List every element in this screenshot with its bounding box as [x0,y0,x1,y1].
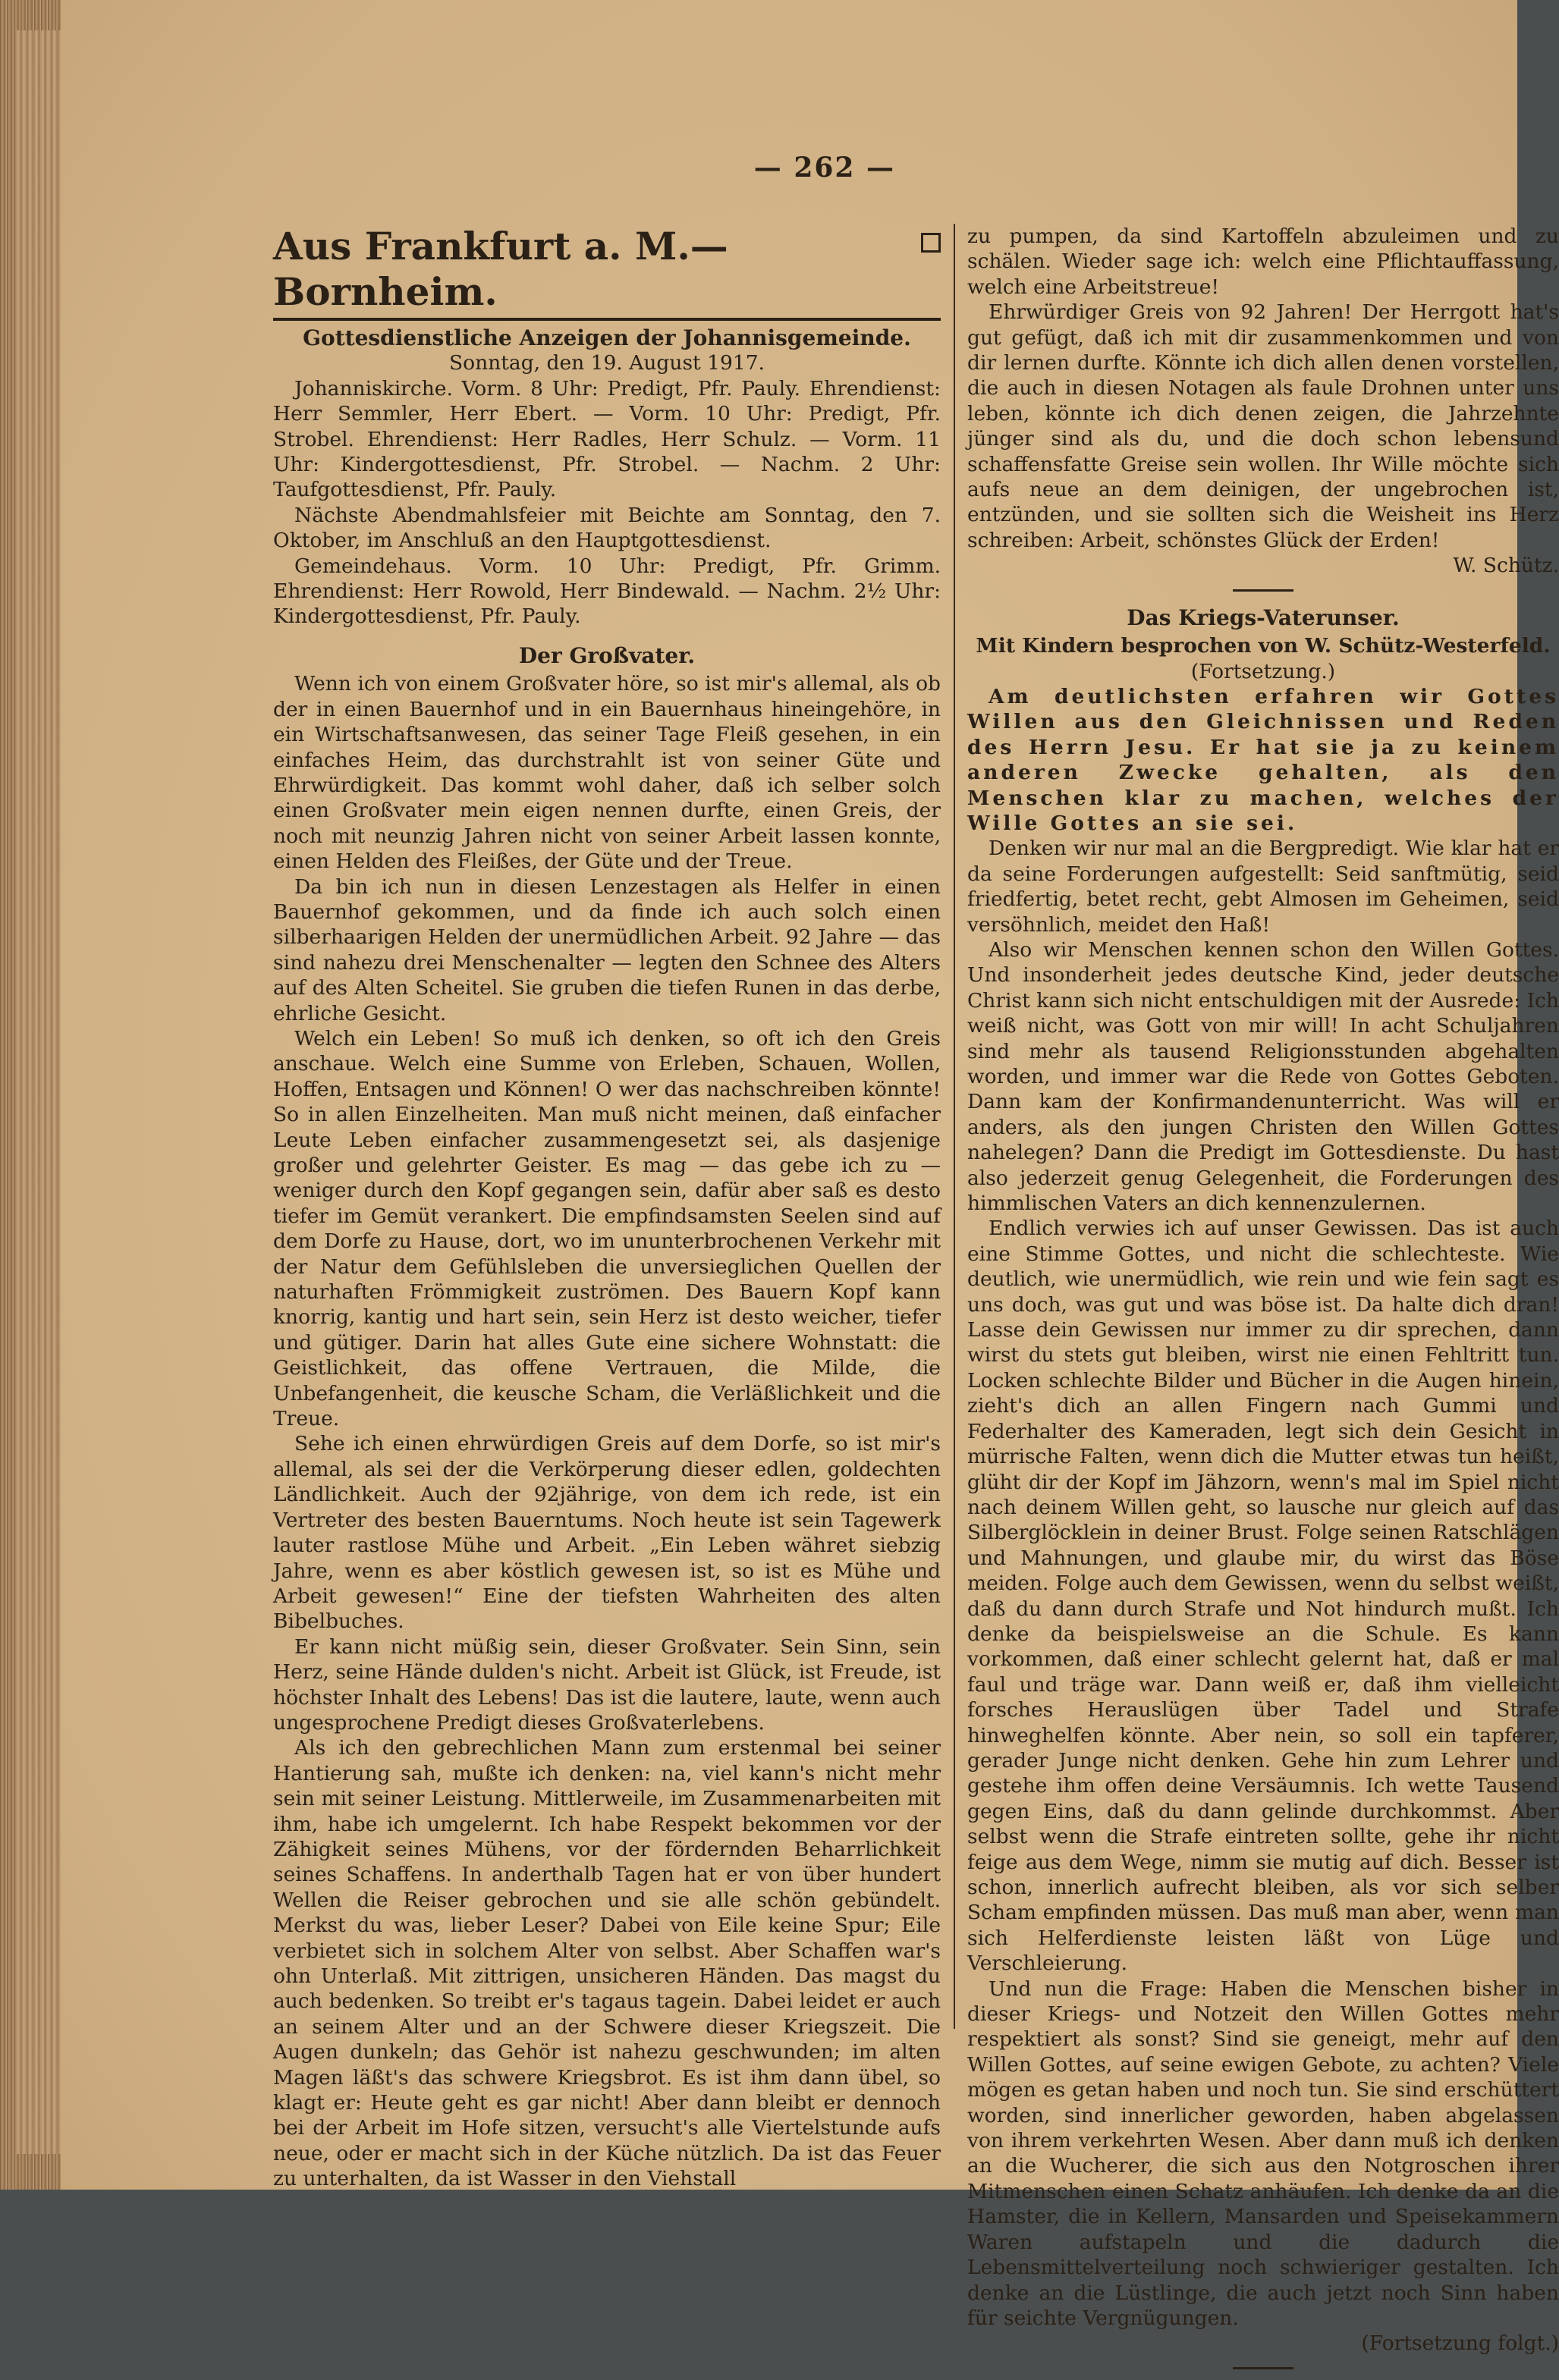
newspaper-page [61,0,1559,2356]
article-paragraph: Denken wir nur mal an die Bergpredigt. Wie klar hat er da seine Forderungen aufgestellt: Seid sanftmütig, seid friedfertig, betet recht, gebt Almosen im Geheimen, seid versöhnlich, meidet den Haß! [967,837,1559,937]
article-paragraph: Welch ein Leben! So muß ich denken, so oft ich den Greis anschaue. Welch eine Summe von Erleben, Schauen, Wollen, Hoffen, Entsagen und Können! O wer das nachschreiben könnte! So in allen Einzelheiten. Man muß nicht meinen, daß einfacher Leute Leben einfacher zusammengesetzt sei, als dasjenige großer und gelehrter Geister. Es mag — das gebe ich zu — weniger durch den Kopf gegangen sein, dafür aber saß es desto tiefer im Gemüt verankert. Die empfindsamsten Seelen sind auf dem Dorfe zu Hause, dort, wo im ununterbrochenen Verkehr mit der Natur dem Gefühlsleben die unversieglichen Quellen der naturhaften Frömmigkeit zuströmen. Des Bauern Kopf kann knorrig, kantig und hart sein, sein Herz ist desto weicher, tiefer und gütiger. Darin hat alles Gute eine sichere Wohnstatt: die Geistlichkeit, das offene Vertrauen, die Milde, die Unbefangenheit, die keusche Scham, die Verläßlichkeit und die Treue. [273,1026,941,1431]
article-paragraph: Und nun die Frage: Haben die Menschen bisher in dieser Kriegs- und Notzeit den Willen Gottes mehr respektiert als sonst? Sind sie geneigt, mehr auf den Willen Gottes, auf seine ewigen Gebote, zu achten? Viele mögen es getan haben und noch tun. Sie sind erschüttert worden, sind innerlicher geworden, haben abgelassen von ihrem verkehrten Wesen. Aber dann muß ich denken an die Wucherer, die sich aus den Notgroschen ihrer Mitmenschen einen Schatz anhäufen. Ich denke da an die Hamster, die in Kellern, Mansarden und Speisekammern Waren aufstapeln und die dadurch die Lebensmittelverteilung noch schwieriger gestalten. Ich denke an die Lüstlinge, die auch jetzt noch Sinn haben für seichte Vergnügungen. [967,1977,1559,2330]
article-paragraph: Also wir Menschen kennen schon den Willen Gottes. Und insonderheit jedes deutsche Kind, jeder deutsche Christ kann sich nicht entschuldigen mit der Ausrede: Ich weiß nicht, was Gott von mir will! In acht Schuljahren sind mehr als tausend Religionsstunden abgehalten worden, und immer war die Rede von Gottes Geboten. Dann kam der Konfirmandenunterricht. Was will er anders, als den jungen Christen den Willen Gottes nahelegen? Dann die Predigt im Gottesdienste. Du hast also jederzeit genug Gelegenheit, die Forderungen des himmlischen Vaters an dich kennenzulernen. [967,937,1559,1216]
right-column [967,224,1559,2380]
square-ornament-icon [921,233,941,253]
author-signature: W. Schütz. [1453,554,1559,578]
article-paragraph: Er kann nicht müßig sein, dieser Großvater. Sein Sinn, sein Herz, seine Hände dulden's nicht. Arbeit ist Glück, ist Freude, ist höchster Inhalt des Lebens! Das ist die lautere, laute, wenn auch ungesprochene Predigt dieses Großvaterlebens. [273,1634,941,1735]
left-column [273,224,941,2192]
article-paragraph: Als ich den gebrechlichen Mann zum erstenmal bei seiner Hantierung sah, mußte ich denken: na, viel kann's nicht mehr sein mit seiner Leistung. Mittlerweile, im Zusammenarbeiten mit ihm, habe ich umgelernt. Ich habe Respekt bekommen vor der Zähigkeit seines Mühens, vor der fördernden Beharrlichkeit seines Schaffens. In anderthalb Tagen hat er von über hundert Wellen die Reiser gebrochen und sie alle schön gebündelt. Merkst du was, lieber Leser? Dabei von Eile keine Spur; Eile verbietet sich in solchem Alter von selbst. Aber Schaffen war's ohn Unterlaß. Mit zittrigen, unsicheren Händen. Das magst du auch bedenken. So treibt er's tagaus tagein. Dabei leidet er auch an seinem Alter und an der Schwere dieser Kriegszeit. Die Augen dunkeln; das Gehör ist nahezu geschwunden; im alten Magen läßt's das schwere Kriegsbrot. Es ist ihm dann übel, so klagt er: Heute geht es gar nicht! Aber dann bleibt er dennoch bei der Arbeit im Hofe sitzen, versucht's alle Viertelstunde aufs neue, oder er macht sich in der Küche nützlich. Da ist das Feuer zu unterhalten, da ist Wasser in den Viehstall [273,1736,941,2191]
article-paragraph: Endlich verwies ich auf unser Gewissen. Das ist auch eine Stimme Gottes, und nicht die schlechteste. Wie deutlich, wie unermüdlich, wie rein und wie fein sagt es uns doch, was gut und was böse ist. Da halte dich dran! Lasse dein Gewissen nur immer zu dir sprechen, dann wirst du stets gut bleiben, wirst nie einen Fehltritt tun. Locken schlechte Bilder und Bücher in die Augen hinein, zieht's dich an allen Fingern nach Gummi und Federhalter des Kameraden, legt sich dein Gesicht in mürrische Falten, wenn dich die Mutter etwas tun heißt, glüht dir der Kopf im Jähzorn, wenn's mal im Spiel nicht nach deinem Willen geht, so lausche nur gleich auf das Silberglöcklein in deiner Brust. Folge seinen Ratschlägen und Mahnungen, und glaube mir, du wirst das Böse meiden. Folge auch dem Gewissen, wenn du selbst weißt, daß du dann durch Strafe und Not hindurch mußt. Ich denke da beispielsweise an die Schule. Es kann vorkommen, daß einer schlecht gelernt hat, daß er mal faul und träge war. Dann weiß er, daß ihm vielleicht forsches Herauslügen über Tadel und Strafe hinweghelfen könnte. Aber nein, so soll ein tapferer, gerader Junge nicht denken. Gehe hin zum Lehrer und gestehe ihm offen deine Versäumnis. Ich wette Tausend gegen Eins, daß du dann gelinde durchkommst. Aber selbst wenn die Strafe eintreten sollte, gehe ihr nicht feige aus dem Wege, nimm sie mutig auf dich. Besser ist schon, innerlich aufrecht bleiben, als vor sich selber Scham empfinden müssen. Das muß man aber, wenn man sich Helferdienste leisten läßt von Lüge und Verschleierung. [967,1217,1559,1976]
notice-paragraph: Nächste Abendmahlsfeier mit Beichte am Sonntag, den 7. Oktober, im Anschluß an den Hauptgottesdienst. [273,503,941,553]
article-continuation-note: (Fortsetzung.) [1190,659,1336,683]
article-subtitle: Mit Kindern besprochen von W. Schütz-Westerfeld. [976,634,1551,658]
to-be-continued: (Fortsetzung folgt.) [1361,2331,1559,2356]
heading-rule [273,318,941,321]
lead-paragraph: Am deutlichsten erfahren wir Gottes Willen aus den Gleichnissen und Reden des Herrn Jesu. Er hat sie ja zu keinem anderen Zwecke gehalten, als den Menschen klar zu machen, welches der Wille Gottes an sie sei. [967,684,1559,835]
section-title: Aus Frankfurt a. M.—Bornheim. [273,224,941,315]
page-number: — 262 — [753,152,895,184]
notice-paragraph: Gemeindehaus. Vorm. 10 Uhr: Predigt, Pfr. Grimm. Ehrendienst: Herr Rowold, Herr Bindewald. — Nachm. 2½ Uhr: Kindergottesdienst, Pfr. Pauly. [273,554,941,629]
article-paragraph: zu pumpen, da sind Kartoffeln abzuleimen und zu schälen. Wieder sage ich: welch eine Pflichtauffassung, welch eine Arbeitstreue! [967,224,1559,299]
article-paragraph: Ehrwürdiger Greis von 92 Jahren! Der Herrgott hat's gut gefügt, daß ich mit dir zusammenkommen und von dir lernen durfte. Könnte ich dich allen denen vorstellen, die auch in diesen Notagen als faule Drohnen unter uns leben, könnte ich dich denen zeigen, die Jahrzehnte jünger sind als du, und die doch schon lebensund schaffensfatte Greise sein wollen. Ihr Wille möchte sich aufs neue an dem deinigen, der ungebrochen ist, entzünden, und sie sollten sich die Weisheit ins Herz schreiben: Arbeit, schönstes Glück der Erden! [967,300,1559,552]
notice-paragraph: Johanniskirche. Vorm. 8 Uhr: Predigt, Pfr. Pauly. Ehrendienst: Herr Semmler, Herr Ebert. — Vorm. 10 Uhr: Predigt, Pfr. Strobel. Ehrendienst: Herr Radles, Herr Schulz. — Vorm. 11 Uhr: Kindergottesdienst, Pfr. Strobel. — Nachm. 2 Uhr: Taufgottesdienst, Pfr. Pauly. [273,376,941,502]
article-paragraph: Wenn ich von einem Großvater höre, so ist mir's allemal, als ob der in einen Bauernhof und in ein Bauernhaus hineingehöre, in ein Wirtschaftsanwesen, das seiner Tage Fleiß gesehen, in ein einfaches Heim, das durchstrahlt ist von seiner Güte und Ehrwürdigkeit. Das kommt wohl daher, daß ich selber solch einen Großvater mein eigen nennen durfte, einen Greis, der noch mit neunzig Jahren nicht von seiner Arbeit lassen konnte, einen Helden des Fleißes, der Güte und der Treue. [273,672,941,874]
article-title-kriegs-vaterunser: Das Kriegs-Vaterunser. [1127,604,1400,630]
article-paragraph: Sehe ich einen ehrwürdigen Greis auf dem Dorfe, so ist mir's allemal, als sei der die Verkörperung dieser edlen, goldechten Ländlichkeit. Auch der 92jährige, von dem ich rede, ist ein Vertreter des besten Bauerntums. Noch heute ist sein Tagewerk lauter rastlose Mühe und Arbeit. „Ein Leben währet siebzig Jahre, wenn es aber köstlich gewesen ist, so ist es Mühe und Arbeit gewesen!“ Eine der tiefsten Wahrheiten des alten Bibelbuches. [273,1432,941,1634]
column-divider [954,224,955,2029]
end-rule [1233,2367,1293,2369]
article-separator [1233,589,1293,592]
article-paragraph: Da bin ich nun in diesen Lenzestagen als Helfer in einen Bauernhof gekommen, und da finde ich auch solch einen silberhaarigen Helden der unermüdlichen Arbeit. 92 Jahre — das sind nahezu drei Menschenalter — legten den Schnee des Alters auf des Alten Scheitel. Sie gruben die tiefen Runen in das derbe, ehrliche Gesicht. [273,874,941,1025]
notices-date: Sonntag, den 19. August 1917. [449,351,765,375]
notices-title: Gottesdienstliche Anzeigen der Johannisgemeinde. [303,325,911,350]
article-title-grossvater: Der Großvater. [518,642,696,668]
